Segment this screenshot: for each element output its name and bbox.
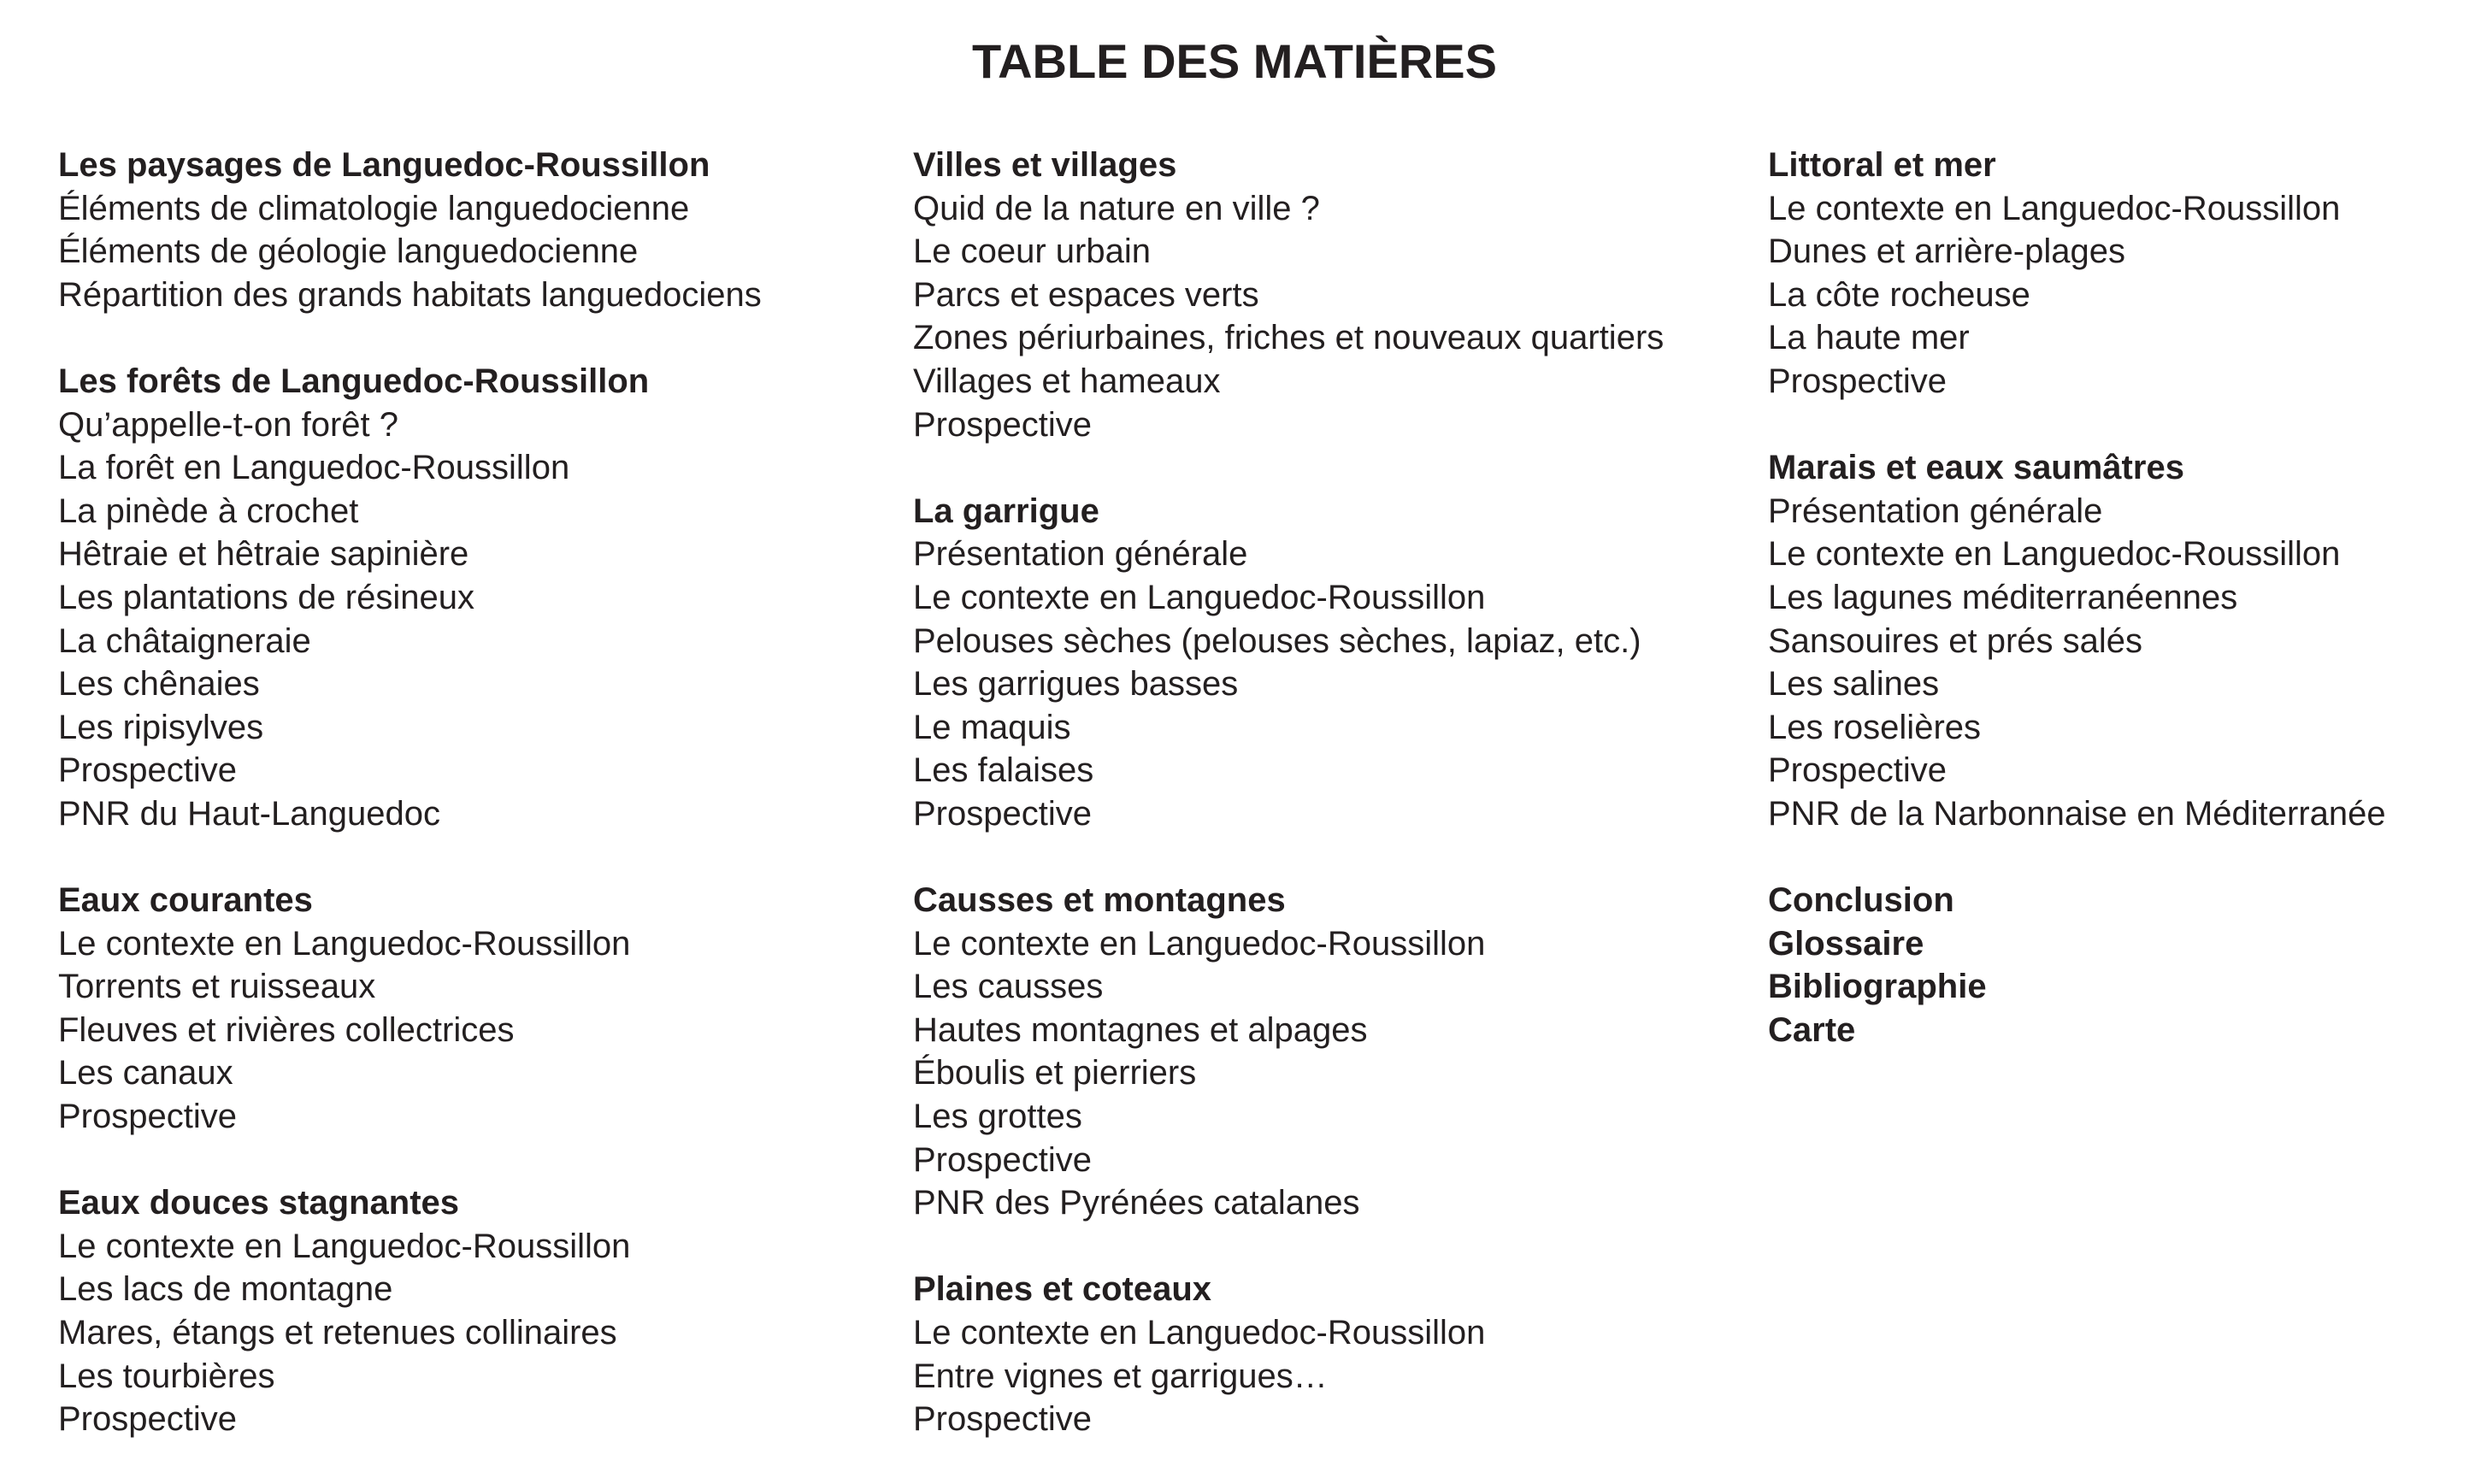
toc-entry[interactable]: Prospective xyxy=(913,1140,1092,1179)
toc-section xyxy=(1768,446,2452,835)
toc-entry[interactable]: Prospective xyxy=(1768,751,1947,790)
section-heading[interactable]: Eaux douces stagnantes xyxy=(58,1184,460,1222)
toc-entry[interactable]: Répartition des grands habitats languedociens xyxy=(58,275,762,314)
toc-entry[interactable]: Torrents et ruisseaux xyxy=(58,968,376,1006)
toc-entry[interactable]: Prospective xyxy=(58,1400,237,1439)
toc-entry[interactable]: Les falaises xyxy=(913,751,1094,790)
closing-heading-bibliographie[interactable]: Bibliographie xyxy=(1768,968,1987,1006)
toc-entry[interactable]: Le contexte en Languedoc-Roussillon xyxy=(1768,189,2341,227)
section-heading[interactable]: Les forêts de Languedoc-Roussillon xyxy=(58,362,650,400)
section-heading[interactable]: Marais et eaux saumâtres xyxy=(1768,449,2184,487)
section-heading[interactable]: Causses et montagnes xyxy=(913,881,1286,920)
toc-entry[interactable]: Les plantations de résineux xyxy=(58,578,474,616)
toc-entry[interactable]: PNR des Pyrénées catalanes xyxy=(913,1184,1360,1222)
toc-entry[interactable]: Mares, étangs et retenues collinaires xyxy=(58,1314,617,1352)
toc-entry[interactable]: Parcs et espaces verts xyxy=(913,275,1259,314)
toc-entry[interactable]: La forêt en Languedoc-Roussillon xyxy=(58,449,570,487)
toc-entry[interactable]: La haute mer xyxy=(1768,319,1970,357)
toc-entry[interactable]: Dunes et arrière-plages xyxy=(1768,233,2125,271)
toc-entry[interactable]: Pelouses sèches (pelouses sèches, lapiaz, etc.) xyxy=(913,621,1641,660)
toc-entry[interactable]: Le contexte en Languedoc-Roussillon xyxy=(913,578,1486,616)
toc-entry[interactable]: Les chênaies xyxy=(58,665,260,704)
toc-entry[interactable]: Présentation générale xyxy=(1768,492,2103,530)
toc-entry[interactable]: Les lacs de montagne xyxy=(58,1270,393,1309)
toc-entry[interactable]: Les roselières xyxy=(1768,708,1982,746)
toc-entry[interactable]: Prospective xyxy=(913,794,1092,833)
toc-entry[interactable]: Les ripisylves xyxy=(58,708,264,746)
section-heading[interactable]: Eaux courantes xyxy=(58,881,313,920)
toc-entry[interactable]: Prospective xyxy=(58,751,237,790)
toc-entry[interactable]: PNR du Haut-Languedoc xyxy=(58,794,440,833)
toc-section xyxy=(58,360,879,836)
toc-entry[interactable]: Sansouires et prés salés xyxy=(1768,621,2143,660)
toc-section xyxy=(58,144,879,316)
toc-section xyxy=(1768,144,2452,403)
toc-entry[interactable]: Les canaux xyxy=(58,1054,233,1092)
toc-entry[interactable]: Les tourbières xyxy=(58,1357,275,1395)
toc-entry[interactable]: Le maquis xyxy=(913,708,1071,746)
toc-entry[interactable]: Éléments de géologie languedocienne xyxy=(58,233,639,271)
section-heading[interactable]: Littoral et mer xyxy=(1768,146,1996,184)
toc-entry[interactable]: Qu’appelle-t-on forêt ? xyxy=(58,405,399,444)
section-heading[interactable]: Plaines et coteaux xyxy=(913,1270,1212,1309)
closing-heading-conclusion[interactable]: Conclusion xyxy=(1768,881,1954,920)
toc-section xyxy=(913,879,1734,1225)
closing-heading-carte[interactable]: Carte xyxy=(1768,1010,1856,1049)
toc-entry[interactable]: Hautes montagnes et alpages xyxy=(913,1010,1368,1049)
toc-closing-section xyxy=(1768,879,2452,1051)
toc-column-1 xyxy=(58,144,879,1441)
toc-entry[interactable]: Fleuves et rivières collectrices xyxy=(58,1010,515,1049)
toc-section xyxy=(913,144,1734,446)
toc-section xyxy=(913,1268,1734,1440)
toc-entry[interactable]: Le contexte en Languedoc-Roussillon xyxy=(913,924,1486,963)
toc-entry[interactable]: Les salines xyxy=(1768,665,1940,704)
toc-entry[interactable]: PNR de la Narbonnaise en Méditerranée xyxy=(1768,794,2386,833)
toc-entry[interactable]: Prospective xyxy=(1768,362,1947,400)
section-heading[interactable]: Villes et villages xyxy=(913,146,1177,184)
toc-entry[interactable]: Le contexte en Languedoc-Roussillon xyxy=(1768,535,2341,574)
toc-section xyxy=(913,490,1734,836)
toc-entry[interactable]: Les garrigues basses xyxy=(913,665,1239,704)
toc-section xyxy=(58,879,879,1139)
section-heading[interactable]: Les paysages de Languedoc-Roussillon xyxy=(58,146,710,184)
toc-entry[interactable]: Entre vignes et garrigues… xyxy=(913,1357,1328,1395)
toc-entry[interactable]: Prospective xyxy=(913,1400,1092,1439)
toc-column-2 xyxy=(913,144,1734,1441)
section-heading[interactable]: La garrigue xyxy=(913,492,1099,530)
toc-entry[interactable]: Le coeur urbain xyxy=(913,233,1151,271)
toc-entry[interactable]: La côte rocheuse xyxy=(1768,275,2030,314)
toc-entry[interactable]: Les causses xyxy=(913,968,1104,1006)
toc-entry[interactable]: Le contexte en Languedoc-Roussillon xyxy=(913,1314,1486,1352)
toc-entry[interactable]: Éléments de climatologie languedocienne xyxy=(58,189,690,227)
closing-heading-glossaire[interactable]: Glossaire xyxy=(1768,924,1924,963)
toc-entry[interactable]: Les grottes xyxy=(913,1098,1082,1136)
toc-entry[interactable]: Les lagunes méditerranéennes xyxy=(1768,578,2238,616)
toc-column-3 xyxy=(1768,144,2452,1051)
toc-entry[interactable]: Éboulis et pierriers xyxy=(913,1054,1197,1092)
toc-entry[interactable]: Présentation générale xyxy=(913,535,1248,574)
toc-section xyxy=(58,1181,879,1441)
toc-entry[interactable]: Le contexte en Languedoc-Roussillon xyxy=(58,924,631,963)
toc-entry[interactable]: Le contexte en Languedoc-Roussillon xyxy=(58,1227,631,1265)
toc-entry[interactable]: Prospective xyxy=(58,1098,237,1136)
page-title: TABLE DES MATIÈRES xyxy=(972,34,1497,88)
toc-entry[interactable]: Hêtraie et hêtraie sapinière xyxy=(58,535,469,574)
toc-entry[interactable]: La pinède à crochet xyxy=(58,492,359,530)
toc-entry[interactable]: Villages et hameaux xyxy=(913,362,1221,400)
toc-entry[interactable]: Zones périurbaines, friches et nouveaux quartiers xyxy=(913,319,1665,357)
toc-entry[interactable]: La châtaigneraie xyxy=(58,621,311,660)
toc-entry[interactable]: Quid de la nature en ville ? xyxy=(913,189,1320,227)
toc-entry[interactable]: Prospective xyxy=(913,405,1092,444)
